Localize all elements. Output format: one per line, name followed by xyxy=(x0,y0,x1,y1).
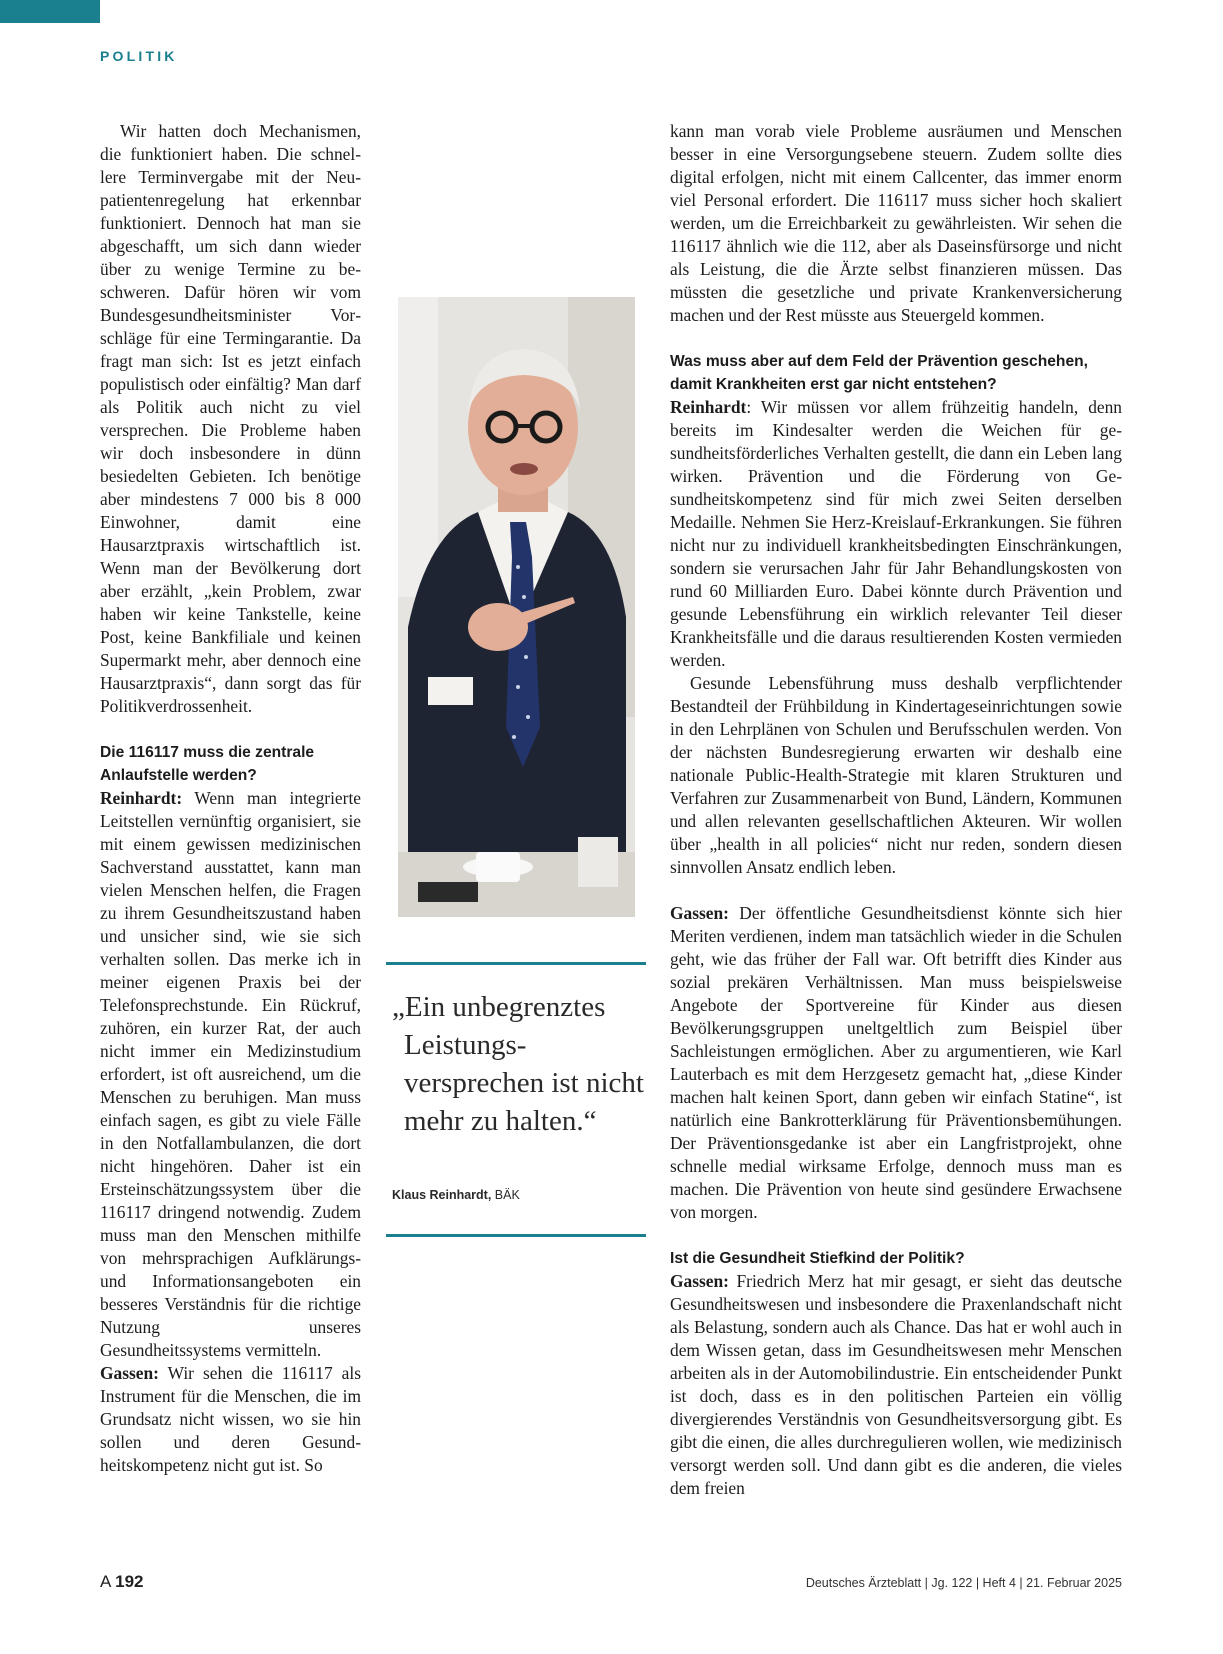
journal-info: Deutsches Ärzteblatt | Jg. 122 | Heft 4 | 21. Februar 2025 xyxy=(805,1576,1122,1590)
speaker-name: Gassen: xyxy=(670,1271,729,1291)
left-column xyxy=(100,120,361,1477)
answer-paragraph xyxy=(670,902,1122,1224)
answer-text: Der öffentliche Gesundheitsdienst könnte sich hier Meriten verdienen, indem man tatsächlich wieder in die Schulen geht, wie das früher der Fall war. Oft betrifft dies Kinder aus sozial prekären Verhältnissen. Man muss beispielsweise Angebote der Sportvereine für Kinder aus diesen Bevölkerungsgruppen uneltgeltlich zum Beispiel über Sachleistungen ermöglichen. Aber zu argumentieren, wie Karl Lauterbach es mit dem Herzgesetz gemacht hat, „diese Kinder machen halt keinen Sport, dann geben wir einfach Statine“, ist natürlich eine Bankrotterklärung für Präventionsbemühungen. Der Präventionsgedanke ist aber ein Langfristprojekt, ohne schnelle medial wirksame Erfolge, dennoch muss man es machen. Die Prävention von heute sind gesündere Erwachsene von morgen. xyxy=(670,903,1122,1222)
interview-question: Ist die Gesundheit Stiefkind der Politik? xyxy=(670,1250,965,1267)
answer-text: Wenn man integrierte Leitstellen vernünftig organisiert, sie mit einem gewissen medizinischen Sachverstand ausstattet, kann man vielen Menschen helfen, die Fragen zu ihrem Gesundheitszustand haben und unsicher sind, wie sie sich verhalten sollen. Das merke ich in meiner eigenen Praxis bei der Telefonsprechstunde. Ein Rückruf, zuhören, ein kurzer Rat, der auch nicht immer ein Medizinstudium erfordert, ist oft ausreichend, um die Menschen zu beruhigen. Man muss einfach sagen, es gibt zu viele Fälle in den Notfallambulanzen, die dort nicht hingehören. Daher ist ein Ersteinschätzungssystem über die 116117 dringend notwendig. Zudem muss man den Menschen mithilfe von mehrsprachigen Aufklärungs- und Informationsangeboten ein besseres Verständnis für die richtige Nutzung unseres Gesundheitssystems vermitteln. xyxy=(100,788,361,1360)
portrait-photo xyxy=(398,297,635,917)
quote-rule-top xyxy=(386,962,646,965)
interview-question: Was muss aber auf dem Feld der Prävention geschehen, damit Krankheiten erst gar nicht entstehen? xyxy=(670,353,1088,393)
answer-text: Friedrich Merz hat mir gesagt, er sieht das deutsche Gesundheitswesen und insbesondere die Praxenlandschaft nicht als Belastung, sondern auch als Chance. Das hat er wohl auch in dem Wissen getan, dass im Gesundheitswesen mehr Menschen arbeiten als in der Automobilindustrie. Ein entscheidender Punkt ist doch, dass es in den politischen Parteien ein völlig divergierendes Verständnis von Gesundheitsversorgung gibt. Es gibt die einen, die alles durchregulieren wollen, wie medizinisch versorgt werden soll. Und dann gibt es die anderen, die vieles dem freien xyxy=(670,1271,1122,1498)
speaker-name: Gassen: xyxy=(670,903,729,923)
top-accent-bar xyxy=(0,0,100,23)
answer-text: Wir sehen die 116117 als Instrument für die Menschen, die im Grundsatz nicht wissen, wo sie hin sollen und deren Gesundheitskompetenz nicht gut ist. So xyxy=(100,1363,361,1475)
answer-paragraph xyxy=(100,1362,361,1477)
page-number-value: 192 xyxy=(115,1572,144,1591)
answer-paragraph xyxy=(670,1270,1122,1500)
speaker-name: Reinhardt xyxy=(670,397,747,417)
quote-rule-bottom xyxy=(386,1234,646,1237)
portrait-illustration xyxy=(398,297,635,917)
answer-text: : Wir müssen vor allem frühzeitig handeln, denn bereits im Kindesalter werden die Weichen für gesundheitsförderliches Verhalten gestellt, die dann ein Leben lang wirken. Prävention und die Förderung von Gesundheitskompetenz sind für mich zwei Seiten derselben Medaille. Nehmen Sie Herz-Kreislauf-Erkrankungen. Sie führen nicht nur zu individuell krankheitsbedingten Einschränkungen, sondern sie verursachen Jahr für Jahr Behandlungskosten von rund 60 Milliarden Euro. Dabei könnte durch Prävention und gesunde Lebensführung ein wirklich relevanter Teil dieser Krankheitsfälle und die daraus resultierenden Kosten vermieden werden. xyxy=(670,397,1122,670)
page-prefix: A xyxy=(100,1572,116,1591)
answer-paragraph xyxy=(670,396,1122,672)
speaker-name: Reinhardt: xyxy=(100,788,183,808)
paragraph: Gesunde Lebensführung muss deshalb verpflichtender Bestandteil der Frühbildung in Kindertageseinrichtungen sowie in den Lehrplänen von Schulen und Berufsschulen werden. Von der nächsten Bundesregierung erwarten wir deshalb eine nationale Public-Health-Strategie mit klaren Strukturen und Verfahren zur Zusammenarbeit von Bund, Ländern, Kommunen und allen relevanten gesellschaftlichen Akteuren. Wir wollen über „health in all policies“ nicht nur reden, sondern diesen sinnvollen Ansatz endlich leben. xyxy=(670,673,1122,877)
page-number xyxy=(100,1572,144,1592)
pull-quote: „Ein unbegrenztes Leistungsversprechen ist nicht mehr zu halten.“ xyxy=(392,991,644,1137)
answer-paragraph xyxy=(100,787,361,1362)
quote-organization: BÄK xyxy=(491,1188,520,1202)
quote-attribution xyxy=(392,1188,520,1202)
quote-author: Klaus Reinhardt, xyxy=(392,1188,492,1202)
paragraph: Wir hatten doch Mechanismen, die funktioniert haben. Die schnellere Terminvergabe mit der Neupatientenregelung hat erkennbar funktioniert. Dennoch hat man sie abgeschafft, um sich dann wieder über zu wenige Termine zu beschweren. Dafür hören wir vom Bundesgesundheitsminister Vorschläge für eine Termingarantie. Da fragt man sich: Ist es jetzt einfach populistisch oder einfältig? Man darf als Politik auch nicht zu viel versprechen. Die Probleme haben wir doch insbesondere in dünn besiedelten Gebieten. Ich benötige aber mindestens 7 000 bis 8 000 Einwohner, damit eine Hausarztpraxis wirtschaftlich ist. Wenn man der Bevölkerung dort aber erzählt, „kein Problem, zwar haben wir keine Tankstelle, keine Post, keine Bankfiliale und keinen Supermarkt mehr, aber dennoch eine Hausarztpraxis“, dann sorgt das für Politikverdrossenheit. xyxy=(100,121,361,716)
interview-question: Die 116117 muss die zentrale Anlaufstelle werden? xyxy=(100,744,315,784)
speaker-name: Gassen: xyxy=(100,1363,159,1383)
paragraph-spacer xyxy=(670,879,1122,902)
section-label: POLITIK xyxy=(100,48,178,64)
right-column xyxy=(670,120,1122,1500)
paragraph: kann man vorab viele Probleme ausräumen und Menschen besser in eine Versorgungsebene steuern. Zudem sollte dies digital erfolgen, nicht mit einem Callcenter, das immer enorm viel Personal erfordert. Die 116117 muss sicher hoch skaliert werden, um die Erreichbarkeit zu gewährleisten. Wir sehen die 116117 ähnlich wie die 112, aber als Daseinsfürsorge und nicht als Leistung, die die Ärzte selbst finanzieren müssen. Das müssten die gesetzliche und private Krankenversicherung machen und der Rest müsste aus Steuergeld kommen. xyxy=(670,121,1122,325)
